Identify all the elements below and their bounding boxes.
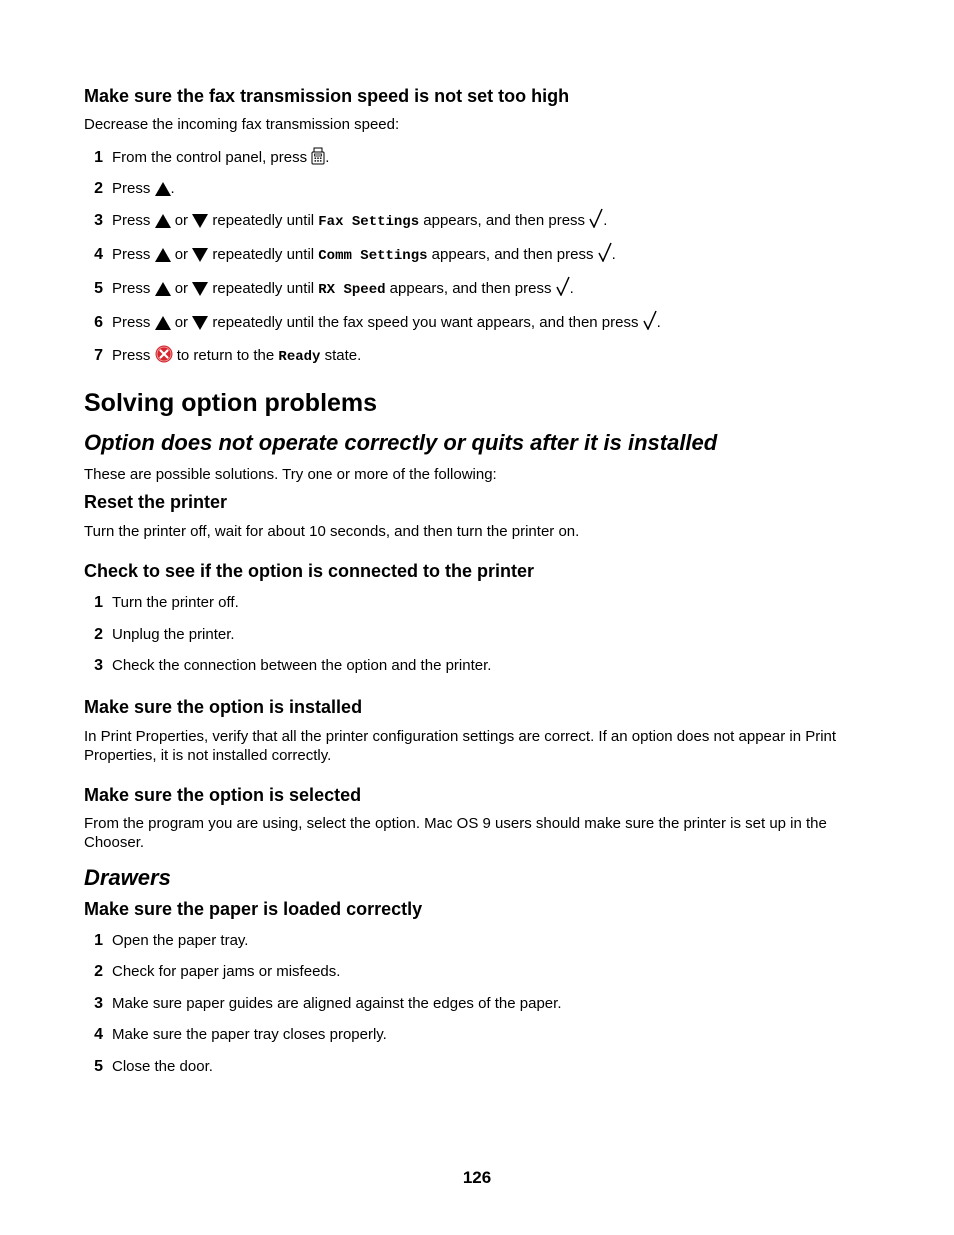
- fax-step-2: [84, 179, 175, 199]
- check-step-1: [84, 593, 239, 613]
- step-number: 3: [94, 657, 103, 674]
- fax-step-5: [84, 279, 574, 299]
- up-arrow-icon: [155, 182, 171, 196]
- step-text-mid: to return to the: [176, 347, 275, 364]
- step-text: Press: [112, 246, 151, 263]
- stop-icon: [155, 347, 173, 363]
- page-number: 126: [462, 1168, 492, 1187]
- step-number: 4: [94, 246, 103, 263]
- fax-icon: [311, 147, 325, 165]
- down-arrow-icon: [192, 214, 208, 228]
- step-text-mid: repeatedly until: [212, 212, 315, 229]
- step-text: Close the door.: [112, 1058, 213, 1075]
- step-text: Check for paper jams or misfeeds.: [112, 963, 341, 980]
- drawer-step-3: [84, 994, 561, 1014]
- drawer-step-4: [84, 1025, 387, 1045]
- step-text-mid: repeatedly until: [212, 246, 315, 263]
- step-text-mid: repeatedly until: [212, 280, 315, 297]
- step-text: Press: [112, 314, 151, 331]
- step-text: Press: [112, 212, 151, 229]
- installed-text: In Print Properties, verify that all the printer configuration settings are correct. If an option does not appear in Print Properties, it is not installed correctly.: [84, 728, 837, 764]
- step-number: 2: [94, 180, 103, 197]
- step-number: 1: [94, 594, 103, 611]
- step-text: Open the paper tray.: [112, 932, 249, 949]
- fax-speed-intro: Decrease the incoming fax transmission speed:: [84, 116, 400, 133]
- drawer-step-2: [84, 962, 340, 982]
- up-arrow-icon: [155, 316, 171, 330]
- menu-item-code: Comm Settings: [318, 248, 428, 264]
- menu-item-code: Ready: [278, 349, 321, 365]
- checkmark-icon: [598, 246, 612, 262]
- fax-step-7: [84, 346, 361, 366]
- checkmark-icon: [643, 314, 657, 330]
- installed-heading: Make sure the option is installed: [84, 697, 363, 717]
- step-text-end: .: [569, 280, 574, 297]
- step-text-after: state.: [324, 347, 362, 364]
- up-arrow-icon: [155, 282, 171, 296]
- step-text-end: .: [611, 246, 616, 263]
- menu-item-code: RX Speed: [318, 282, 386, 298]
- selected-text: From the program you are using, select the option. Mac OS 9 users should make sure the printer is set up in the Chooser.: [84, 815, 827, 851]
- step-text-after: appears, and then press: [389, 280, 552, 297]
- selected-heading: Make sure the option is selected: [84, 785, 362, 805]
- drawer-step-1: [84, 931, 248, 951]
- fax-step-6: [84, 313, 661, 333]
- down-arrow-icon: [192, 282, 208, 296]
- checkmark-icon: [589, 212, 603, 228]
- drawer-step-5: [84, 1057, 213, 1077]
- step-text: Press: [112, 347, 151, 364]
- paper-loaded-heading: Make sure the paper is loaded correctly: [84, 899, 423, 919]
- step-text-end: .: [170, 180, 175, 197]
- step-number: 2: [94, 963, 103, 980]
- step-number: 2: [94, 626, 103, 643]
- step-text-end: .: [603, 212, 608, 229]
- step-text-or: or: [174, 246, 189, 263]
- step-number: 3: [94, 995, 103, 1012]
- fax-step-3: [84, 211, 607, 231]
- section-title: Solving option problems: [84, 389, 378, 417]
- step-text: Press: [112, 180, 151, 197]
- step-number: 5: [94, 280, 103, 297]
- subsection-title: Option does not operate correctly or quits after it is installed: [84, 430, 718, 455]
- check-step-2: [84, 625, 235, 645]
- solutions-intro: These are possible solutions. Try one or more of the following:: [84, 466, 497, 483]
- step-text: Turn the printer off.: [112, 594, 239, 611]
- drawers-title: Drawers: [84, 865, 171, 890]
- up-arrow-icon: [155, 248, 171, 262]
- step-text-end: .: [656, 314, 661, 331]
- step-text-or: or: [174, 314, 189, 331]
- check-heading: Check to see if the option is connected to the printer: [84, 561, 535, 581]
- step-number: 6: [94, 314, 103, 331]
- step-text: Unplug the printer.: [112, 626, 235, 643]
- step-text-mid: repeatedly until the fax speed you want appears, and then press: [212, 314, 639, 331]
- step-text: Make sure paper guides are aligned against the edges of the paper.: [112, 995, 562, 1012]
- down-arrow-icon: [192, 248, 208, 262]
- check-step-3: [84, 656, 491, 676]
- step-text-after: appears, and then press: [423, 212, 586, 229]
- step-text: Check the connection between the option and the printer.: [112, 657, 492, 674]
- step-text: From the control panel, press: [112, 149, 308, 166]
- reset-text: Turn the printer off, wait for about 10 seconds, and then turn the printer on.: [84, 523, 580, 540]
- step-number: 1: [94, 149, 103, 166]
- checkmark-icon: [556, 280, 570, 296]
- step-text-or: or: [174, 212, 189, 229]
- fax-step-4: [84, 245, 616, 265]
- step-text-end: .: [325, 149, 330, 166]
- reset-heading: Reset the printer: [84, 492, 228, 512]
- down-arrow-icon: [192, 316, 208, 330]
- step-text: Make sure the paper tray closes properly.: [112, 1026, 387, 1043]
- menu-item-code: Fax Settings: [318, 214, 420, 230]
- step-number: 5: [94, 1058, 103, 1075]
- step-text-after: appears, and then press: [431, 246, 594, 263]
- fax-speed-heading: Make sure the fax transmission speed is not set too high: [84, 86, 570, 106]
- fax-step-1: [84, 147, 329, 167]
- step-text: Press: [112, 280, 151, 297]
- step-number: 4: [94, 1026, 103, 1043]
- step-text-or: or: [174, 280, 189, 297]
- step-number: 3: [94, 212, 103, 229]
- step-number: 7: [94, 347, 103, 364]
- step-number: 1: [94, 932, 103, 949]
- up-arrow-icon: [155, 214, 171, 228]
